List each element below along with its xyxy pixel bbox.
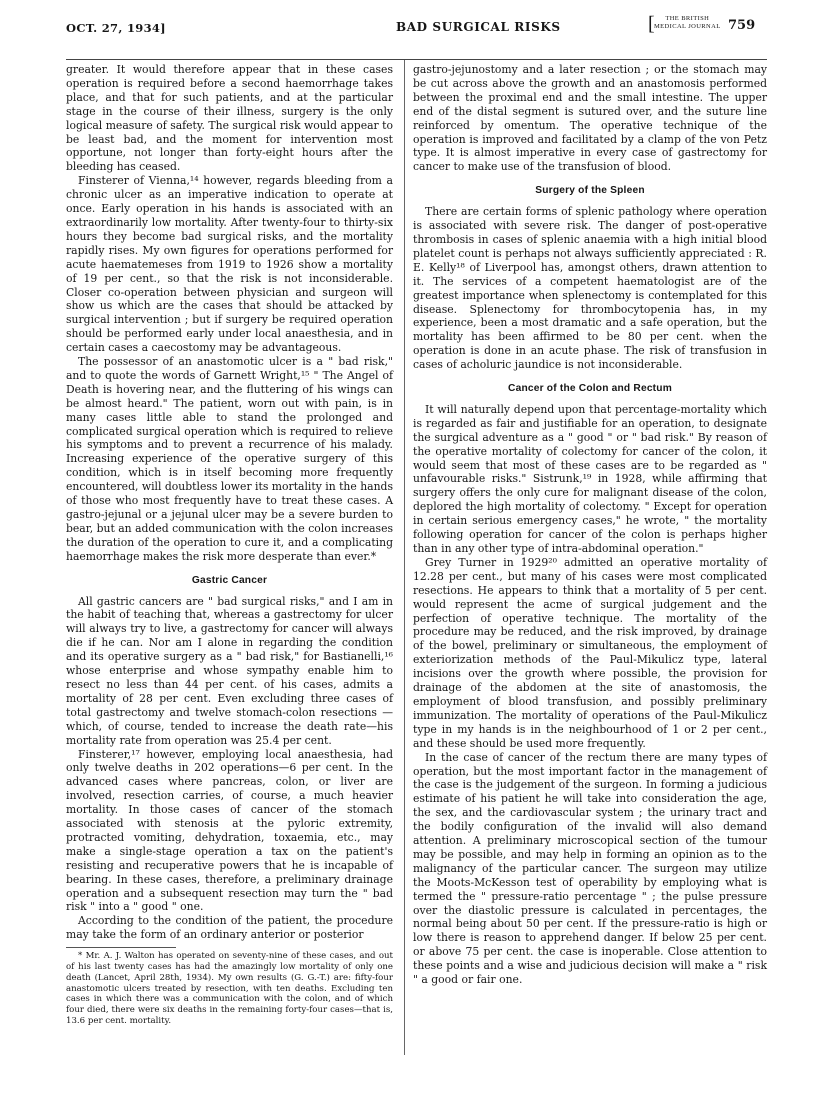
section-heading-spleen: Surgery of the Spleen (535, 185, 645, 197)
footnote: * Mr. A. J. Walton has operated on seventy-nine of these cases, and out of his last twenty cases has had the amazingly low mortality of only one death (Lancet, April 28th, 1934). My own results (G. G.-T.) are: fifty-four anastomotic ulcers treated by resection, with ten deaths. Excluding ten cases in which there was a communication with the colon, and of which four died, there were six deaths in the remaining forty-four cases—that is, 13.6 per cent. mortality. (66, 951, 393, 1026)
column-divider (404, 60, 405, 1055)
header-rule (66, 59, 767, 60)
paragraph: Finsterer of Vienna,¹⁴ however, regards bleeding from a chronic ulcer as an imperative indication to operate at once. Early operation in his hands is associated with an extraordinarily low mortality. After twenty-four to thirty-six hours they become bad surgical risks, and the mortality rapidly rises. My own figures for operations performed for acute haematemeses from 1919 to 1926 show a mortality of 19 per cent., so that the risk is not inconsiderable. Closer co-operation between physician and surgeon will show us which are the cases that should be attacked by surgical intervention ; but if surgery be required operation should be performed early under local anaesthesia, and in certain cases a caecostomy may be advantageous. (66, 174, 393, 355)
journal-name-line2: MEDICAL JOURNAL (654, 23, 721, 30)
footnote-rule (66, 947, 176, 948)
section-heading-gastric-cancer: Gastric Cancer (191, 574, 268, 586)
section-heading-colon-rectum: Cancer of the Colon and Rectum (508, 383, 672, 395)
journal-bracket: [ (648, 13, 655, 35)
paragraph: gastro-jejunostomy and a later resection ; or the stomach may be cut across above the growth and an anastomosis performed between the proximal end and the small intestine. The upper end of the distal segment is sutured over, and the suture line reinforced by omentum. The operative technique of the operation is improved and facilitated by a clamp of the von Petz type. It is almost imperative in every case of gastrectomy for cancer to make use of the transfusion of blood. (413, 63, 767, 174)
paragraph: All gastric cancers are " bad surgical risks," and I am in the habit of teaching that, whereas a gastrectomy for ulcer will always try to live, a gastrectomy for cancer will always die if he can. Nor am I alone in regarding the condition and its operative surgery as a " bad risk," for Bastianelli,¹⁶ whose enterprise and whose sympathy enable him to resect no less than 44 per cent. of his cases, admits a mortality of 28 per cent. Even excluding three cases of total gastrectomy and twelve stomach-colon resections —which, of course, tended to increase the death rate—his mortality rate from operation was 25.4 per cent. (66, 594, 393, 747)
paragraph: The possessor of an anastomotic ulcer is a " bad risk," and to quote the words of Garnett Wright,¹⁵ " The Angel of Death is hovering near, and the fluttering of his wings can be almost heard." The patient, worn out with pain, is in many cases little able to stand the prolonged and complicated surgical operation which is required to relieve his symptoms and to prevent a recurrence of his malady. Increasing experience of the operative surgery of this condition, which is in itself becoming more frequently encountered, will doubtless lower its mortality in the hands of those who most frequently have to treat these cases. A gastro-jejunal or a jejunal ulcer may be a severe burden to bear, but an added communication with the colon increases the duration of the operation to cure it, and a complicating haemorrhage makes the risk more desperate than ever.* (66, 355, 394, 563)
journal-name-line1: THE BRITISH (665, 15, 710, 22)
paragraph: There are certain forms of splenic pathology where operation is associated with severe risk. The danger of post-operative thrombosis in cases of splenic anaemia with a high initial blood platelet count is perhaps not always sufficiently appreciated : R. E. Kelly¹⁸ of Liverpool has, amongst others, drawn attention to it. The services of a competent haematologist are of the greatest importance when splenectomy is contemplated for this disease. Splenectomy for thrombocytopenia has, in my experience, been a most dramatic and a safe operation, but the mortality has been affirmed to be 80 per cent. when the operation is done in an acute phase. The risk of transfusion in cases of acholuric jaundice is not inconsiderable. (413, 205, 767, 372)
right-column (413, 63, 767, 987)
journal-name (648, 13, 721, 35)
paragraph: Grey Turner in 1929²⁰ admitted an operative mortality of 12.28 per cent., but many of his cases were most complicated resections. He appears to think that a mortality of 5 per cent. would represent the acme of surgical judgement and the perfection of operative technique. The mortality of the procedure may be reduced, and the risk improved, by drainage of the bowel, preliminary or simultaneous, the employment of exteriorization methods of the Paul-Mikulicz type, lateral incisions over the growth where possible, the provision for drainage of the abdomen at the site of anastomosis, the employment of blood transfusion, and possibly preliminary immunization. The mortality of operations of the Paul-Mikulicz type in my hands is in the neighbourhood of 1 or 2 per cent., and these should be used more frequently. (413, 555, 767, 750)
page-header (66, 15, 766, 45)
paragraph: In the case of cancer of the rectum there are many types of operation, but the most important factor in the management of the case is the judgement of the surgeon. In forming a judicious estimate of his patient he will take into consideration the age, the sex, and the cardiovascular system ; the urinary tract and the bodily configuration of the invalid will also demand attention. A preliminary microscopical section of the tumour may be possible, and may help in forming an opinion as to the malignancy of the particular cancer. The surgeon may utilize the Moots-McKesson test of operability by employing what is termed the " pressure-ratio percentage " ; the pulse pressure over the diastolic pressure is calculated in percentages, the normal being about 50 per cent. If the pressure-ratio is high or low there is reason to apprehend danger. If below 25 per cent. or above 75 per cent. the case is inoperable. Close attention to these points and a wise and judicious decision will make a " risk " a good or fair one. (413, 750, 767, 987)
paragraph: greater. It would therefore appear that in these cases operation is required before a second haemorrhage takes place, and that for such patients, and at the particular stage in the course of their illness, surgery is the only logical measure of safety. The surgical risk would appear to be least bad, and the moment for intervention most opportune, not longer than forty-eight hours after the bleeding has ceased. (66, 63, 393, 174)
running-title: BAD SURGICAL RISKS (396, 20, 561, 34)
paragraph: It will naturally depend upon that percentage-mortality which is regarded as fair and justifiable for an operation, to designate the surgical adventure as a " good " or " bad risk." By reason of the operative mortality of colectomy for cancer of the colon, it would seem that most of these cases are to be regarded as " unfavourable risks." Sistrunk,¹⁹ in 1928, while affirming that surgery offers the only cure for malignant disease of the colon, deplored the high mortality of colectomy. " Except for operation in certain serious emergency cases," he wrote, " the mortality following operation for cancer of the colon is perhaps higher than in any other type of intra-abdominal operation." (413, 402, 767, 555)
paragraph: Finsterer,¹⁷ however, employing local anaesthesia, had only twelve deaths in 202 operations—6 per cent. In the advanced cases where pancreas, colon, or liver are involved, resection carries, of course, a much heavier mortality. In those cases of cancer of the stomach associated with stenosis at the pyloric extremity, protracted vomiting, dehydration, toxaemia, etc., may make a single-stage operation a tax on the patient's resisting and recuperative powers that he is incapable of bearing. In these cases, therefore, a preliminary drainage operation and a subsequent resection may turn the " bad risk " into a " good " one. (66, 747, 393, 914)
paragraph: According to the condition of the patient, the procedure may take the form of an ordinary anterior or posterior (66, 914, 393, 942)
left-column (66, 63, 393, 1027)
page-number: 759 (728, 18, 756, 33)
issue-date: OCT. 27, 1934] (66, 21, 166, 35)
